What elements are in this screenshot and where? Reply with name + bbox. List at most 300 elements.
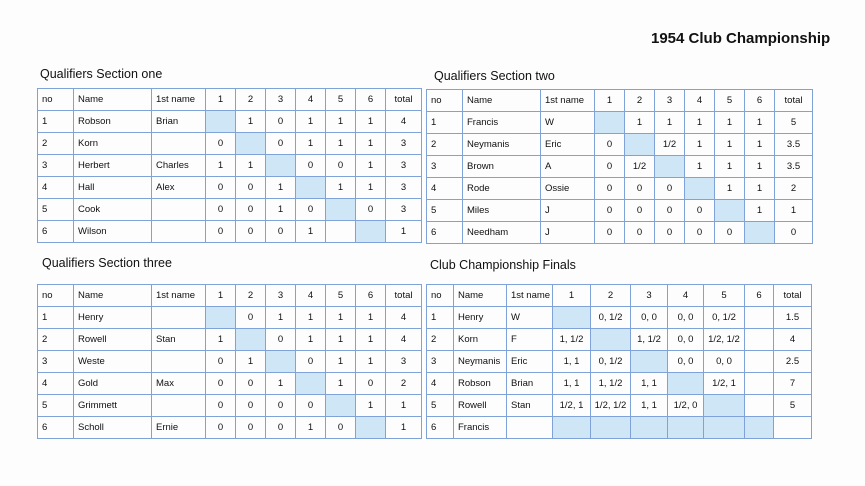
table-cell: 1 (326, 111, 356, 133)
finals-title: Club Championship Finals (430, 258, 576, 272)
table-cell: Brian (507, 373, 553, 395)
table-cell (152, 351, 206, 373)
table-cell: 1 (655, 112, 685, 134)
table-cell (296, 177, 326, 199)
table-cell: 1 (236, 111, 266, 133)
column-header: 4 (685, 90, 715, 112)
header-row (427, 285, 812, 307)
table-cell (152, 221, 206, 243)
table-cell: Eric (507, 351, 553, 373)
table-cell: J (541, 222, 595, 244)
table-cell (152, 199, 206, 221)
table-cell: 3 (386, 199, 422, 221)
table-cell: 0 (326, 417, 356, 439)
table-cell: 0 (266, 395, 296, 417)
table-cell: 1 (685, 134, 715, 156)
table-cell: 1, 1 (631, 395, 668, 417)
table-cell: 1 (427, 112, 463, 134)
table-cell: 0 (655, 222, 685, 244)
table-cell: 0, 0 (704, 351, 745, 373)
table-cell: 0 (356, 373, 386, 395)
table-cell: 1 (326, 329, 356, 351)
table-cell: 1 (296, 221, 326, 243)
table-cell: 1 (326, 133, 356, 155)
table-cell: 1 (356, 307, 386, 329)
header-row (38, 89, 422, 111)
table-cell: 1 (296, 417, 326, 439)
table-cell: 1 (715, 112, 745, 134)
table-cell: Alex (152, 177, 206, 199)
table-cell (591, 417, 631, 439)
table-cell: 4 (38, 373, 74, 395)
table-cell: 3 (386, 155, 422, 177)
table-cell: 1 (745, 112, 775, 134)
table-cell: 0 (625, 200, 655, 222)
column-header: no (38, 89, 74, 111)
header-row (427, 90, 813, 112)
table-cell (631, 417, 668, 439)
table-cell (774, 417, 812, 439)
table-cell: 1 (775, 200, 813, 222)
column-header: 6 (356, 89, 386, 111)
page-title: 1954 Club Championship (651, 30, 831, 47)
table-cell: Henry (74, 307, 152, 329)
table-cell: Henry (454, 307, 507, 329)
table-cell: 1/2, 1 (553, 395, 591, 417)
table-cell: 1 (356, 351, 386, 373)
table-cell: 1 (296, 329, 326, 351)
table-cell: 0 (326, 155, 356, 177)
table-row (427, 373, 812, 395)
table-row (427, 156, 813, 178)
table-row (38, 329, 422, 351)
table-cell (745, 307, 774, 329)
table-row (427, 417, 812, 439)
table-cell: 1, 1/2 (591, 373, 631, 395)
table-cell: Rowell (74, 329, 152, 351)
table-cell: 6 (38, 221, 74, 243)
section-two-table (426, 89, 813, 244)
table-cell: 1/2 (655, 134, 685, 156)
table-cell: 1 (356, 133, 386, 155)
column-header: Name (74, 89, 152, 111)
section-one-table (37, 88, 422, 243)
table-cell (326, 395, 356, 417)
table-cell (704, 395, 745, 417)
table-cell: Ossie (541, 178, 595, 200)
table-cell: 2 (386, 373, 422, 395)
table-cell: Robson (454, 373, 507, 395)
column-header: total (386, 89, 422, 111)
table-cell: Scholl (74, 417, 152, 439)
table-cell: 0 (206, 351, 236, 373)
table-cell (326, 199, 356, 221)
column-header: 1 (206, 89, 236, 111)
table-cell (152, 133, 206, 155)
column-header: 2 (591, 285, 631, 307)
table-row (427, 178, 813, 200)
table-cell: 1 (685, 156, 715, 178)
table-cell: 0 (236, 307, 266, 329)
table-cell (745, 329, 774, 351)
table-cell (356, 417, 386, 439)
table-cell: 0 (595, 200, 625, 222)
table-cell: 0 (266, 417, 296, 439)
table-row (427, 134, 813, 156)
table-cell (595, 112, 625, 134)
table-cell: 0, 0 (668, 351, 704, 373)
table-cell: 1 (326, 307, 356, 329)
column-header: 2 (625, 90, 655, 112)
column-header: total (775, 90, 813, 112)
table-cell: 1 (326, 373, 356, 395)
table-cell: 0 (266, 111, 296, 133)
table-cell: 1 (745, 134, 775, 156)
table-cell: 1 (266, 199, 296, 221)
table-cell: 0 (296, 351, 326, 373)
table-cell: 0 (206, 177, 236, 199)
table-cell: Grimmett (74, 395, 152, 417)
column-header: 1 (595, 90, 625, 112)
column-header: total (774, 285, 812, 307)
table-cell: 0 (206, 199, 236, 221)
column-header: 6 (745, 90, 775, 112)
table-cell: 5 (774, 395, 812, 417)
table-cell (206, 111, 236, 133)
table-cell: 4 (774, 329, 812, 351)
column-header: no (427, 90, 463, 112)
column-header: 5 (326, 89, 356, 111)
column-header: no (38, 285, 74, 307)
table-cell (236, 329, 266, 351)
table-cell: 1 (356, 329, 386, 351)
table-cell: 0 (595, 156, 625, 178)
table-cell: 0 (775, 222, 813, 244)
table-cell (206, 307, 236, 329)
table-cell: 1/2, 1/2 (591, 395, 631, 417)
section-three-title: Qualifiers Section three (42, 256, 172, 270)
table-cell (655, 156, 685, 178)
table-cell: 3 (38, 351, 74, 373)
table-cell: Stan (507, 395, 553, 417)
table-cell: 1 (236, 351, 266, 373)
table-cell: 0 (236, 373, 266, 395)
table-cell: 2 (775, 178, 813, 200)
column-header: Name (463, 90, 541, 112)
column-header: 1st name (507, 285, 553, 307)
table-cell: 0 (296, 395, 326, 417)
table-cell (236, 133, 266, 155)
table-cell: Francis (463, 112, 541, 134)
table-cell: 5 (38, 395, 74, 417)
table-cell: 0 (685, 200, 715, 222)
table-row (38, 177, 422, 199)
table-row (427, 395, 812, 417)
table-cell: 1 (745, 200, 775, 222)
table-cell (745, 395, 774, 417)
table-cell: 0 (655, 178, 685, 200)
table-cell: 1 (685, 112, 715, 134)
column-header: total (386, 285, 422, 307)
table-cell (745, 417, 774, 439)
table-cell: 0 (206, 417, 236, 439)
table-cell: 6 (38, 417, 74, 439)
table-cell: W (541, 112, 595, 134)
column-header: 3 (266, 89, 296, 111)
table-cell (625, 134, 655, 156)
table-cell: Max (152, 373, 206, 395)
table-cell: Neymanis (454, 351, 507, 373)
table-cell: Weste (74, 351, 152, 373)
table-cell: 3 (427, 351, 454, 373)
table-cell: 0 (715, 222, 745, 244)
column-header: 1st name (152, 285, 206, 307)
column-header: 1st name (152, 89, 206, 111)
table-row (427, 329, 812, 351)
table-cell: 0 (266, 221, 296, 243)
table-row (38, 351, 422, 373)
table-cell: 3 (386, 351, 422, 373)
table-cell: 1 (715, 134, 745, 156)
table-cell (152, 307, 206, 329)
table-row (427, 222, 813, 244)
table-cell: 1 (427, 307, 454, 329)
header-row (38, 285, 422, 307)
table-cell: Rowell (454, 395, 507, 417)
column-header: Name (74, 285, 152, 307)
table-cell: 1 (206, 329, 236, 351)
table-row (38, 155, 422, 177)
table-cell: 3.5 (775, 156, 813, 178)
table-cell: Korn (454, 329, 507, 351)
table-cell: Brian (152, 111, 206, 133)
table-cell: 5 (775, 112, 813, 134)
table-cell: 1/2 (625, 156, 655, 178)
table-cell: 1 (206, 155, 236, 177)
table-cell: 1/2, 0 (668, 395, 704, 417)
table-cell: 1 (266, 373, 296, 395)
table-cell: 1.5 (774, 307, 812, 329)
table-cell: 0 (266, 133, 296, 155)
table-cell: 1 (266, 307, 296, 329)
column-header: 4 (296, 285, 326, 307)
table-cell: 3 (427, 156, 463, 178)
column-header: 5 (326, 285, 356, 307)
table-cell: Charles (152, 155, 206, 177)
column-header: 1 (206, 285, 236, 307)
table-cell: 0 (296, 199, 326, 221)
table-cell: Korn (74, 133, 152, 155)
table-cell (356, 221, 386, 243)
table-cell: 0 (236, 199, 266, 221)
table-cell: 4 (386, 329, 422, 351)
column-header: 1 (553, 285, 591, 307)
table-cell: 4 (38, 177, 74, 199)
table-cell: 1 (236, 155, 266, 177)
table-cell (745, 351, 774, 373)
table-cell: 0 (236, 417, 266, 439)
table-cell: Robson (74, 111, 152, 133)
table-cell (668, 373, 704, 395)
table-cell (704, 417, 745, 439)
table-cell: 1 (356, 395, 386, 417)
table-cell: Brown (463, 156, 541, 178)
table-cell: 1 (38, 307, 74, 329)
table-cell: 0 (266, 329, 296, 351)
table-cell: F (507, 329, 553, 351)
table-cell (685, 178, 715, 200)
table-row (38, 417, 422, 439)
table-cell: 3.5 (775, 134, 813, 156)
table-cell: Stan (152, 329, 206, 351)
finals-table (426, 284, 812, 439)
table-cell: 1 (715, 178, 745, 200)
table-cell: 1/2, 1 (704, 373, 745, 395)
table-cell (631, 351, 668, 373)
table-cell: 1, 1/2 (631, 329, 668, 351)
table-row (38, 133, 422, 155)
table-row (38, 111, 422, 133)
table-cell: Neymanis (463, 134, 541, 156)
table-row (38, 307, 422, 329)
table-cell (745, 222, 775, 244)
table-row (427, 351, 812, 373)
section-one-title: Qualifiers Section one (40, 67, 163, 81)
table-cell: 7 (774, 373, 812, 395)
table-cell: 1 (386, 395, 422, 417)
table-cell: 1 (266, 177, 296, 199)
table-cell: 1 (356, 177, 386, 199)
table-cell: 0, 1/2 (591, 351, 631, 373)
table-row (38, 373, 422, 395)
table-row (427, 112, 813, 134)
table-cell: 0, 0 (668, 307, 704, 329)
table-cell: 0, 1/2 (704, 307, 745, 329)
column-header: 3 (631, 285, 668, 307)
table-cell: Ernie (152, 417, 206, 439)
table-cell: 2.5 (774, 351, 812, 373)
table-cell: 0 (685, 222, 715, 244)
section-three-table (37, 284, 422, 439)
table-cell: 0 (206, 373, 236, 395)
table-cell: 1, 1 (631, 373, 668, 395)
table-cell: 1 (386, 221, 422, 243)
table-cell (553, 417, 591, 439)
table-cell: 0 (206, 395, 236, 417)
table-cell: Cook (74, 199, 152, 221)
table-cell (296, 373, 326, 395)
table-cell: Herbert (74, 155, 152, 177)
table-cell: 6 (427, 417, 454, 439)
table-cell: 4 (427, 178, 463, 200)
table-cell: 1 (625, 112, 655, 134)
column-header: 2 (236, 89, 266, 111)
table-cell: 0 (206, 221, 236, 243)
column-header: Name (454, 285, 507, 307)
table-cell (668, 417, 704, 439)
table-cell: 4 (386, 307, 422, 329)
column-header: 6 (356, 285, 386, 307)
table-cell (715, 200, 745, 222)
table-cell: 1 (745, 178, 775, 200)
table-row (38, 395, 422, 417)
table-cell: 1, 1 (553, 373, 591, 395)
table-cell: 0, 0 (631, 307, 668, 329)
table-cell (266, 351, 296, 373)
table-cell: 2 (38, 329, 74, 351)
column-header: 5 (715, 90, 745, 112)
table-cell: 0, 0 (668, 329, 704, 351)
table-cell: 1 (745, 156, 775, 178)
table-cell: 1 (326, 177, 356, 199)
table-cell: J (541, 200, 595, 222)
table-row (38, 199, 422, 221)
table-cell: 0 (206, 133, 236, 155)
table-cell (152, 395, 206, 417)
table-cell: Hall (74, 177, 152, 199)
table-cell: 2 (427, 134, 463, 156)
table-cell: W (507, 307, 553, 329)
table-cell: Needham (463, 222, 541, 244)
table-cell: 1 (356, 155, 386, 177)
table-cell (591, 329, 631, 351)
table-cell: 5 (427, 395, 454, 417)
column-header: 2 (236, 285, 266, 307)
table-cell: 5 (38, 199, 74, 221)
column-header: 6 (745, 285, 774, 307)
column-header: 3 (655, 90, 685, 112)
column-header: 5 (704, 285, 745, 307)
table-cell: 1 (296, 307, 326, 329)
table-cell: 0 (296, 155, 326, 177)
table-cell: 3 (386, 177, 422, 199)
column-header: 3 (266, 285, 296, 307)
table-cell: Wilson (74, 221, 152, 243)
table-cell: 1 (386, 417, 422, 439)
table-cell: 3 (386, 133, 422, 155)
table-cell: 1 (326, 351, 356, 373)
table-cell: 2 (427, 329, 454, 351)
table-cell: 0 (655, 200, 685, 222)
table-cell (507, 417, 553, 439)
column-header: no (427, 285, 454, 307)
table-cell: 5 (427, 200, 463, 222)
table-cell: 0, 1/2 (591, 307, 631, 329)
table-cell: 3 (38, 155, 74, 177)
table-row (38, 221, 422, 243)
table-cell: 2 (38, 133, 74, 155)
table-cell: 1, 1 (553, 351, 591, 373)
table-cell: Gold (74, 373, 152, 395)
table-cell: 4 (427, 373, 454, 395)
table-cell: 1, 1/2 (553, 329, 591, 351)
table-cell: 1 (296, 111, 326, 133)
table-cell: 0 (595, 134, 625, 156)
table-cell: 1/2, 1/2 (704, 329, 745, 351)
table-cell: 1 (356, 111, 386, 133)
table-cell: 0 (356, 199, 386, 221)
table-cell (326, 221, 356, 243)
column-header: 1st name (541, 90, 595, 112)
table-cell: 0 (236, 221, 266, 243)
table-cell: 4 (386, 111, 422, 133)
column-header: 4 (296, 89, 326, 111)
table-cell: 1 (38, 111, 74, 133)
table-cell: 0 (625, 178, 655, 200)
table-cell: 1 (296, 133, 326, 155)
table-cell: 0 (236, 395, 266, 417)
table-cell (745, 373, 774, 395)
